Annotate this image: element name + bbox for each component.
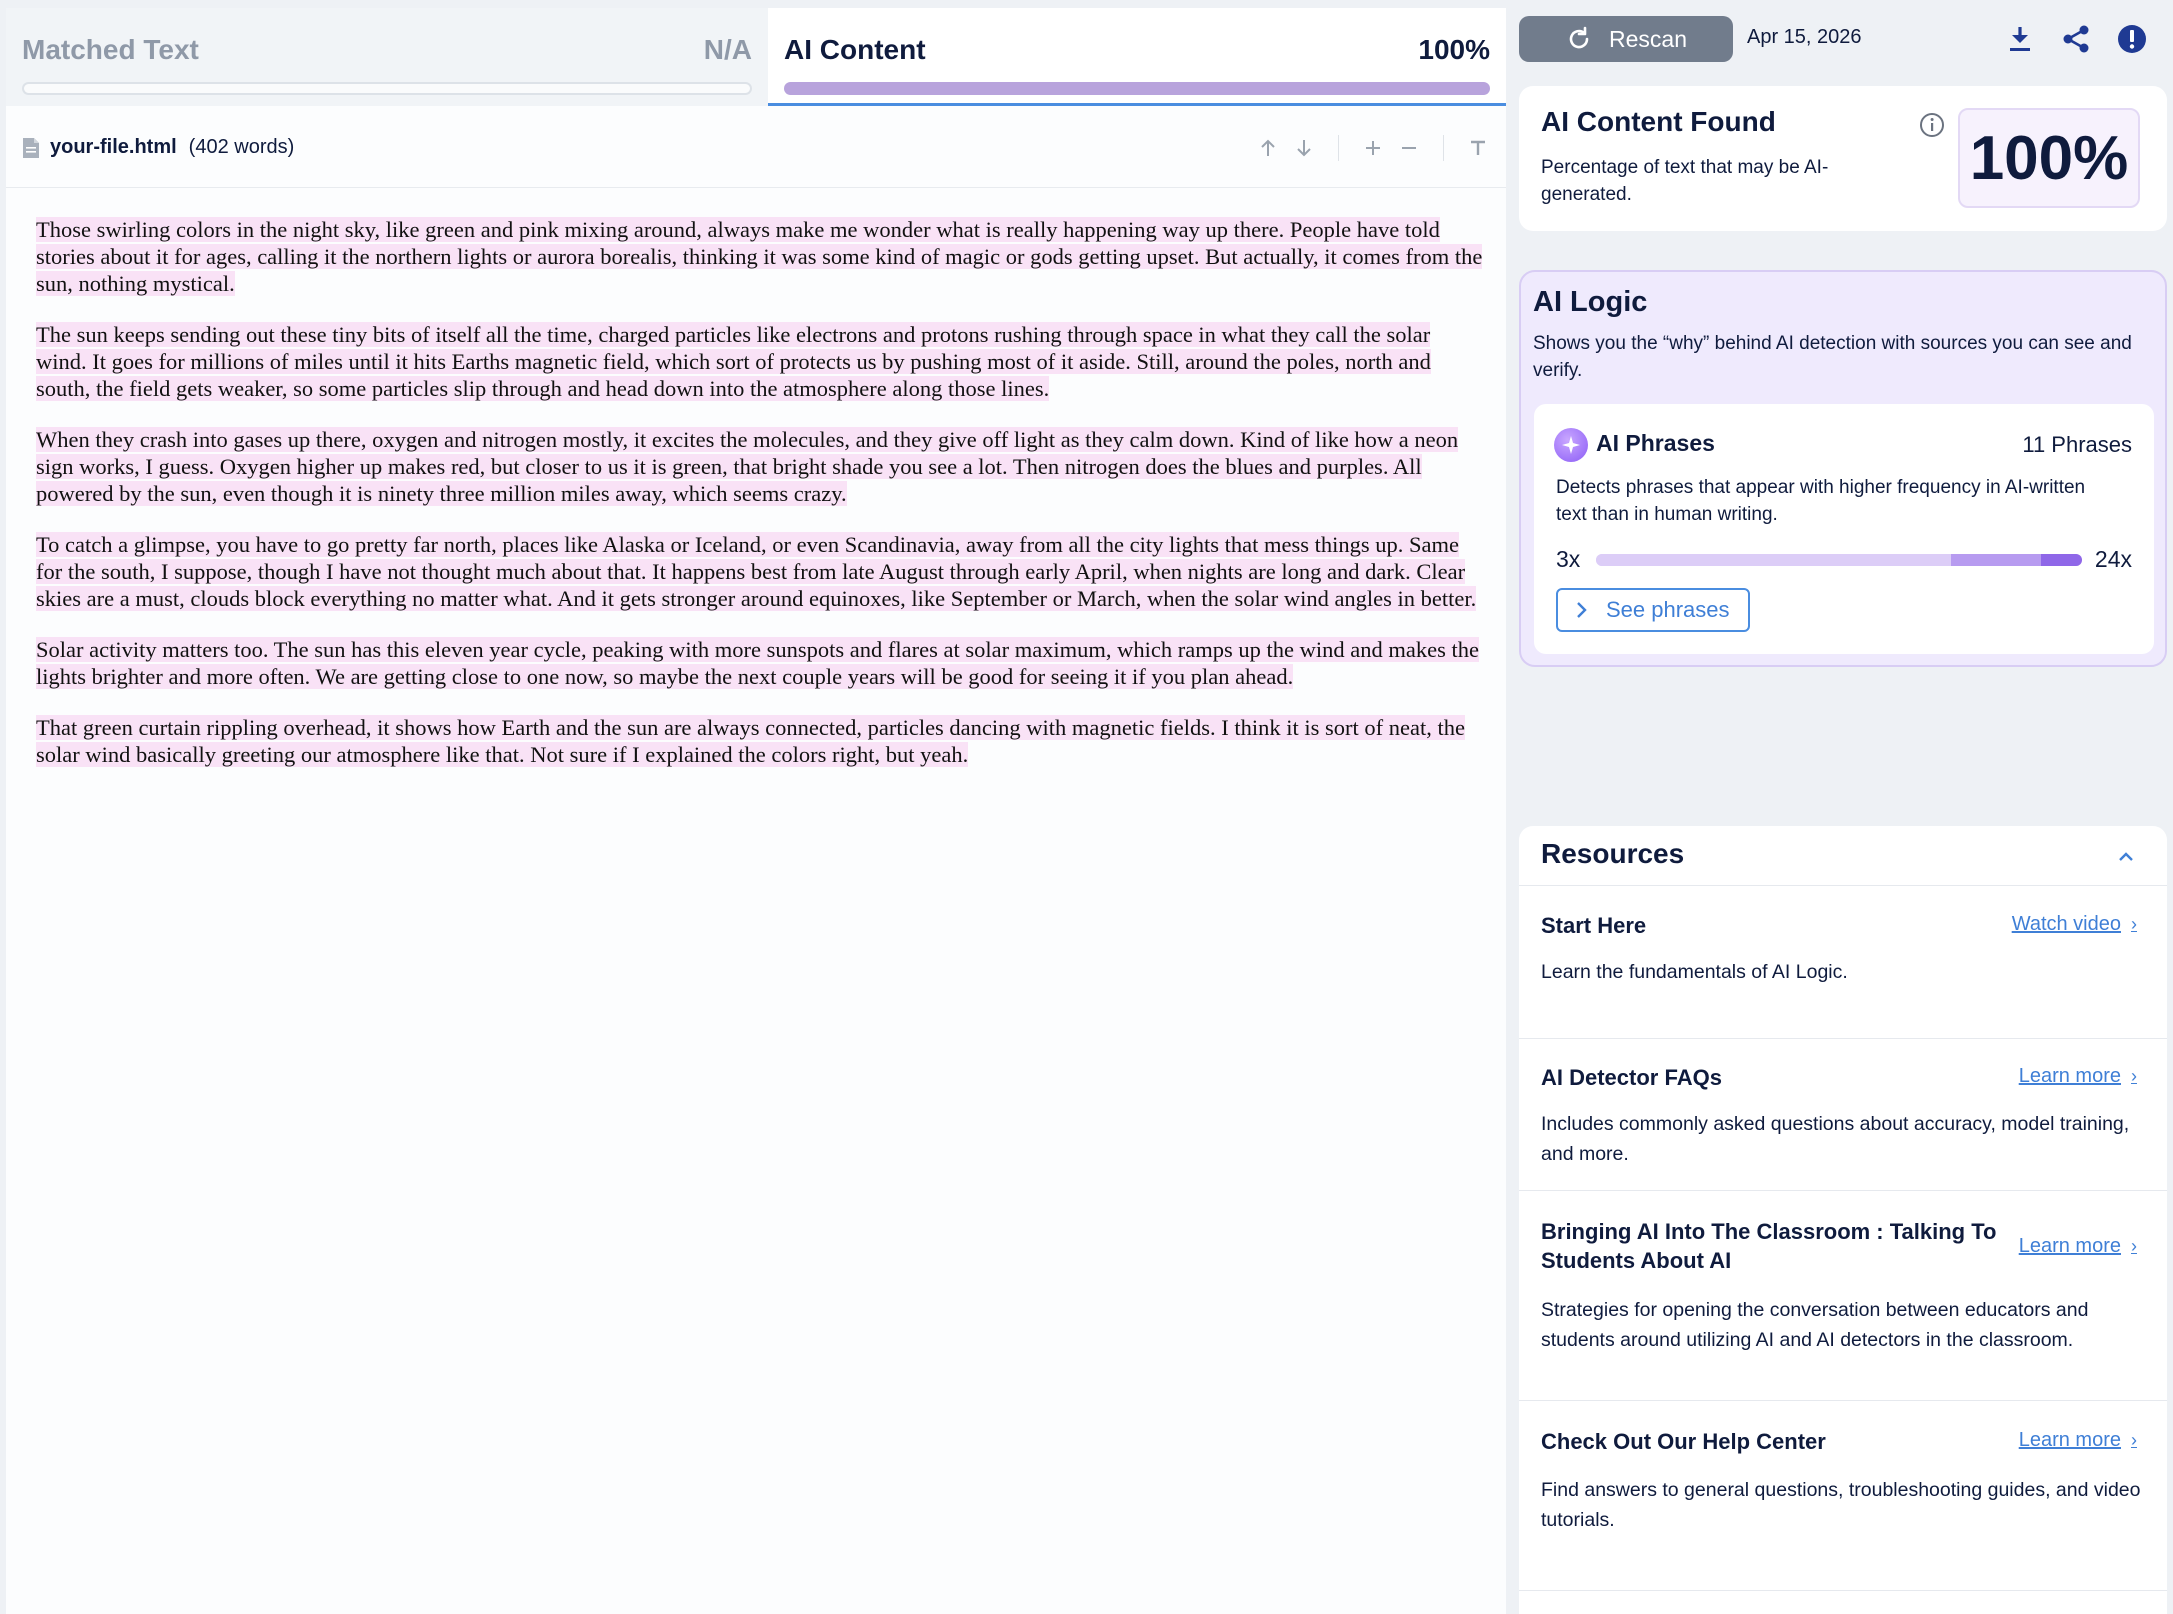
ai-phrases-card [1534, 404, 2154, 654]
frequency-min-label: 3x [1556, 546, 1581, 572]
frequency-bar-segment [2041, 554, 2082, 566]
resource-title: AI Detector FAQs [1541, 1065, 1722, 1090]
resource-title: Check Out Our Help Center [1541, 1429, 1826, 1454]
resource-item-help-center [1519, 1401, 2167, 1591]
ai-content-found-card [1519, 86, 2167, 231]
ai-highlight[interactable]: Those swirling colors in the night sky, like green and pink mixing around, always make me wonder what is really happening way up there. People have told stories about it for ages, calling it the northern lights or aurora borealis, thinking it was some kind of magic or gods getting upset. But actually, it comes from the sun, nothing mystical. [36, 217, 1483, 296]
toolbar-divider [1338, 135, 1339, 161]
next-match-button[interactable] [1286, 130, 1322, 166]
resource-link-label: Learn more [2018, 1065, 2121, 1087]
share-icon [2061, 24, 2091, 54]
document-toolbar [1250, 108, 1496, 188]
paragraph [36, 426, 1486, 507]
scan-date: Apr 15, 2026 [1747, 26, 1862, 48]
ai-phrases-description: Detects phrases that appear with higher frequency in AI-written text than in human writing. [1556, 477, 2086, 525]
resource-link-label: Watch video [2011, 913, 2121, 935]
text-format-button[interactable] [1460, 130, 1496, 166]
rescan-button[interactable] [1519, 16, 1733, 62]
resources-title: Resources [1541, 838, 1685, 869]
word-count: (402 words) [188, 136, 295, 158]
resource-description: Learn the fundamentals of AI Logic. [1541, 961, 1848, 983]
tab-ai-content-label: AI Content [784, 34, 926, 65]
resource-title: Start Here [1541, 913, 1647, 938]
resource-link-label: Learn more [2018, 1235, 2121, 1257]
ai-highlight[interactable]: When they crash into gases up there, oxygen and nitrogen mostly, it excites the molecules, and they give off light as they calm down. Kind of like how a neon sign works, I guess. Oxygen higher up makes red, but closer to us it is green, that bright shade you see a lot. Then nitrogen does the blues and purples. All powered by the sun, even though it is ninety three million miles away, which seems crazy. [36, 427, 1459, 506]
arrow-down-icon [1295, 138, 1313, 158]
toolbar-divider [1443, 135, 1444, 161]
file-icon [22, 137, 40, 159]
chevron-right-icon: › [2131, 914, 2137, 934]
resources-panel [1519, 826, 2167, 1614]
tab-bar [6, 8, 1506, 106]
frequency-max-label: 24x [2094, 546, 2132, 572]
previous-match-button[interactable] [1250, 130, 1286, 166]
minus-icon [1400, 139, 1418, 157]
learn-more-link[interactable] [2019, 1065, 2137, 1088]
see-phrases-button[interactable] [1556, 588, 1750, 632]
share-button[interactable] [2059, 22, 2093, 56]
tab-ai-content[interactable] [768, 8, 1506, 106]
info-icon[interactable] [1919, 112, 1945, 138]
resource-title: Bringing AI Into The Classroom : Talking To Students About AI [1541, 1219, 1997, 1273]
ai-content-progress [784, 82, 1490, 95]
zoom-out-button[interactable] [1391, 130, 1427, 166]
refresh-icon [1565, 25, 1593, 53]
file-header [6, 108, 1506, 188]
matched-text-progress [22, 82, 752, 95]
resource-description: Find answers to general questions, troubleshooting guides, and video tutorials. [1541, 1479, 2141, 1531]
chevron-right-icon: › [2131, 1066, 2137, 1086]
sparkle-glyph [1561, 435, 1581, 455]
frequency-bar [1596, 554, 2082, 566]
text-icon [1469, 139, 1487, 157]
ai-highlight[interactable]: To catch a glimpse, you have to go pretty far north, places like Alaska or Iceland, or even Scandinavia, away from all the city lights that mess things up. Same for the south, I suppose, though I have not thought much about that. It happens best from late August through early April, when nights are long and dark. Clear skies are a must, clouds block everything no matter what. And it gets stronger around equinoxes, like September or March, when the solar wind angles in better. [36, 532, 1477, 611]
tab-matched-text[interactable] [6, 8, 768, 106]
ai-logic-card [1519, 270, 2167, 667]
learn-more-link[interactable] [2019, 1429, 2137, 1452]
ai-logic-description: Shows you the “why” behind AI detection with sources you can see and verify. [1533, 333, 2132, 381]
document-panel [6, 8, 1506, 1614]
report-toolbar [1519, 16, 2169, 62]
paragraph [36, 321, 1486, 402]
ai-content-found-title: AI Content Found [1541, 106, 1776, 137]
download-icon [2007, 25, 2033, 53]
report-issue-button[interactable] [2115, 22, 2149, 56]
resource-item-classroom [1519, 1191, 2167, 1401]
learn-more-link[interactable] [2019, 1235, 2137, 1258]
ai-logic-title: AI Logic [1533, 286, 1648, 318]
ai-highlight[interactable]: That green curtain rippling overhead, it shows how Earth and the sun are always connected, particles dancing with magnetic fields. I think it is sort of neat, the solar wind basically greeting our atmosphere like that. Not sure if I explained the colors right, but yeah. [36, 715, 1465, 767]
resource-item-start-here [1519, 887, 2167, 1039]
sparkle-icon [1554, 428, 1588, 462]
paragraph [36, 714, 1486, 768]
tab-matched-text-label: Matched Text [22, 34, 199, 65]
resource-description: Strategies for opening the conversation between educators and students around utilizing AI and AI detectors in the classroom. [1541, 1299, 2089, 1351]
resource-item-faqs [1519, 1039, 2167, 1191]
chevron-right-icon [1576, 601, 1588, 619]
tab-ai-content-value: 100% [1418, 34, 1490, 65]
resource-description: Includes commonly asked questions about accuracy, model training, and more. [1541, 1113, 2130, 1165]
chevron-right-icon: › [2131, 1430, 2137, 1450]
see-phrases-label: See phrases [1606, 597, 1730, 622]
frequency-bar-segment [1596, 554, 1951, 566]
ai-score: 100% [1958, 108, 2140, 208]
arrow-up-icon [1259, 138, 1277, 158]
zoom-in-button[interactable] [1355, 130, 1391, 166]
ai-highlight[interactable]: The sun keeps sending out these tiny bits of itself all the time, charged particles like electrons and protons rushing through space in what they call the solar wind. It goes for millions of miles until it hits Earths magnetic field, which sort of protects us by pushing most of it aside. Still, around the poles, north and south, the field gets weaker, so some particles slip through and head down into the atmosphere along those lines. [36, 322, 1431, 401]
watch-video-link[interactable] [2012, 913, 2137, 936]
ai-highlight[interactable]: Solar activity matters too. The sun has this eleven year cycle, peaking with more sunspots and flares at solar maximum, which ramps up the wind and makes the lights brighter and more often. We are getting close to one now, so maybe the next couple years will be good for seeing it if you plan ahead. [36, 637, 1479, 689]
resources-header[interactable] [1519, 826, 2167, 886]
alert-icon [2117, 24, 2147, 54]
file-name: your-file.html [50, 136, 177, 158]
ai-phrases-count: 11 Phrases [2022, 432, 2132, 457]
frequency-bar-segment [1951, 554, 2041, 566]
plus-icon [1364, 139, 1382, 157]
paragraph [36, 216, 1486, 297]
document-text [36, 216, 1486, 792]
chevron-right-icon: › [2131, 1236, 2137, 1256]
resource-link-label: Learn more [2018, 1429, 2121, 1451]
chevron-up-icon[interactable] [2115, 846, 2137, 868]
ai-phrases-title: AI Phrases [1596, 430, 1715, 456]
rescan-label: Rescan [1609, 25, 1687, 52]
paragraph [36, 636, 1486, 690]
tab-matched-text-value: N/A [703, 34, 752, 65]
download-button[interactable] [2003, 22, 2037, 56]
ai-content-found-description: Percentage of text that may be AI-generated. [1541, 157, 1829, 205]
paragraph [36, 531, 1486, 612]
